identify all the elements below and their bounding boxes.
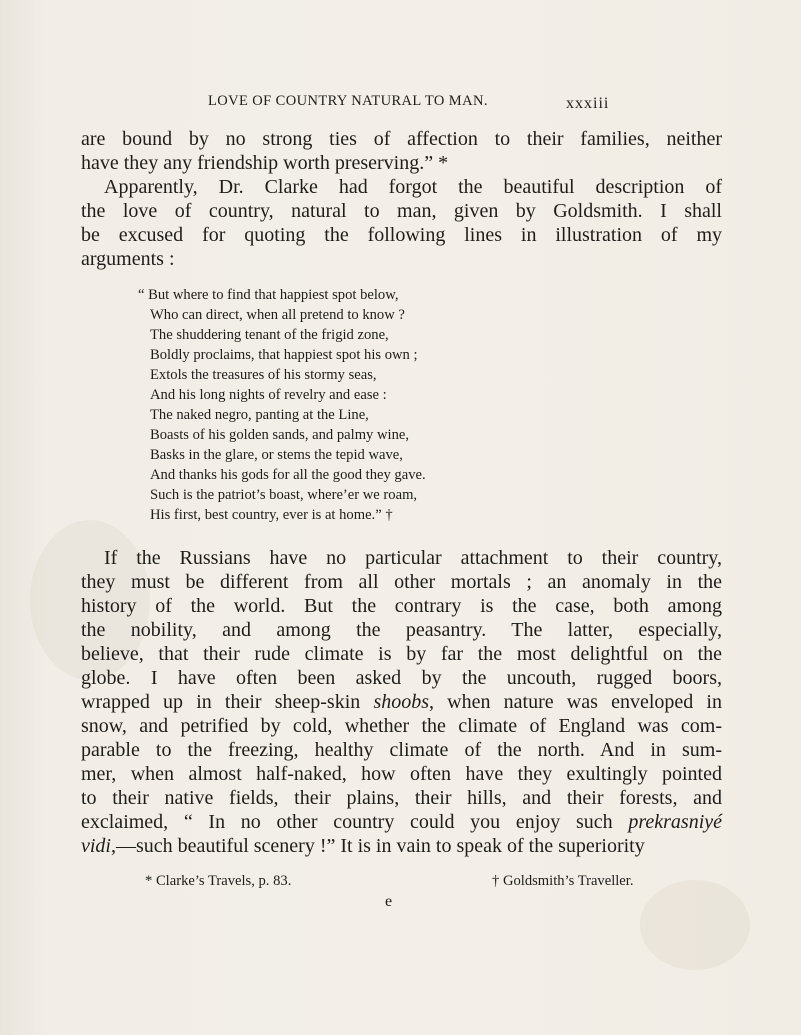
text-line: be excused for quoting the following lines in illustration of my [81,224,722,246]
page-stain [640,880,750,970]
italic-word: shoobs [373,691,430,713]
text-line: history of the world. But the contrary is the case, both among [81,595,722,617]
text-line [81,810,722,834]
text-line: to their native fields, their plains, their hills, and their forests, and [81,787,722,809]
text-line [81,834,722,858]
text-line: If the Russians have no particular attachment to their country, [104,547,722,569]
text-line: they must be different from all other mortals ; an anomaly in the [81,571,722,593]
text-line: globe. I have often been asked by the uncouth, rugged boors, [81,667,722,689]
poem-line: The shuddering tenant of the frigid zone, [150,327,389,343]
running-head [0,93,801,115]
text-line: are bound by no strong ties of affection to their families, neither [81,128,722,150]
poem-line: Boasts of his golden sands, and palmy wine, [150,427,410,443]
text-segment: ,—such beautiful scenery !” It is in vain to speak of the superiority [111,835,645,857]
text-segment: exclaimed, “ In no other country could you enjoy such [81,811,629,833]
text-line: Apparently, Dr. Clarke had forgot the beautiful description of [104,176,722,198]
footnote-goldsmith: † Goldsmith’s Traveller. [492,873,634,889]
poem-line: “ But where to find that happiest spot below, [138,287,399,303]
text-line: the nobility, and among the peasantry. The latter, especially, [81,619,722,641]
page-number: xxxiii [566,95,610,112]
italic-word: vidi [81,835,111,857]
text-line: mer, when almost half-naked, how often have they exultingly pointed [81,763,722,785]
poem-line: Boldly proclaims, that happiest spot his own ; [150,347,418,363]
text-line: parable to the freezing, healthy climate of the north. And in sum- [81,739,722,761]
text-line [81,690,722,714]
footnote-clarke: * Clarke’s Travels, p. 83. [145,873,292,889]
running-title: LOVE OF COUNTRY NATURAL TO MAN. [208,93,488,109]
text-line: believe, that their rude climate is by far the most delightful on the [81,643,722,665]
poem-line: Such is the patriot’s boast, where’er we roam, [150,487,418,503]
text-segment: wrapped up in their sheep-skin [81,691,374,713]
poem-line: Who can direct, when all pretend to know ? [150,307,405,323]
poem-line: And thanks his gods for all the good they gave. [150,467,426,483]
poem-line: Basks in the glare, or stems the tepid wave, [150,447,403,463]
signature-mark: e [385,893,393,910]
text-line: arguments : [81,248,175,270]
poem-line: And his long nights of revelry and ease : [150,387,387,403]
poem-line: His first, best country, ever is at home.” † [150,507,393,523]
text-line: the love of country, natural to man, given by Goldsmith. I shall [81,200,722,222]
text-segment: , when nature was enveloped in [429,691,722,713]
italic-word: prekrasniyé [628,811,722,833]
text-line: have they any friendship worth preserving.” * [81,152,449,174]
text-line: snow, and petrified by cold, whether the climate of England was com- [81,715,722,737]
poem-line: The naked negro, panting at the Line, [150,407,369,423]
poem-line: Extols the treasures of his stormy seas, [150,367,377,383]
